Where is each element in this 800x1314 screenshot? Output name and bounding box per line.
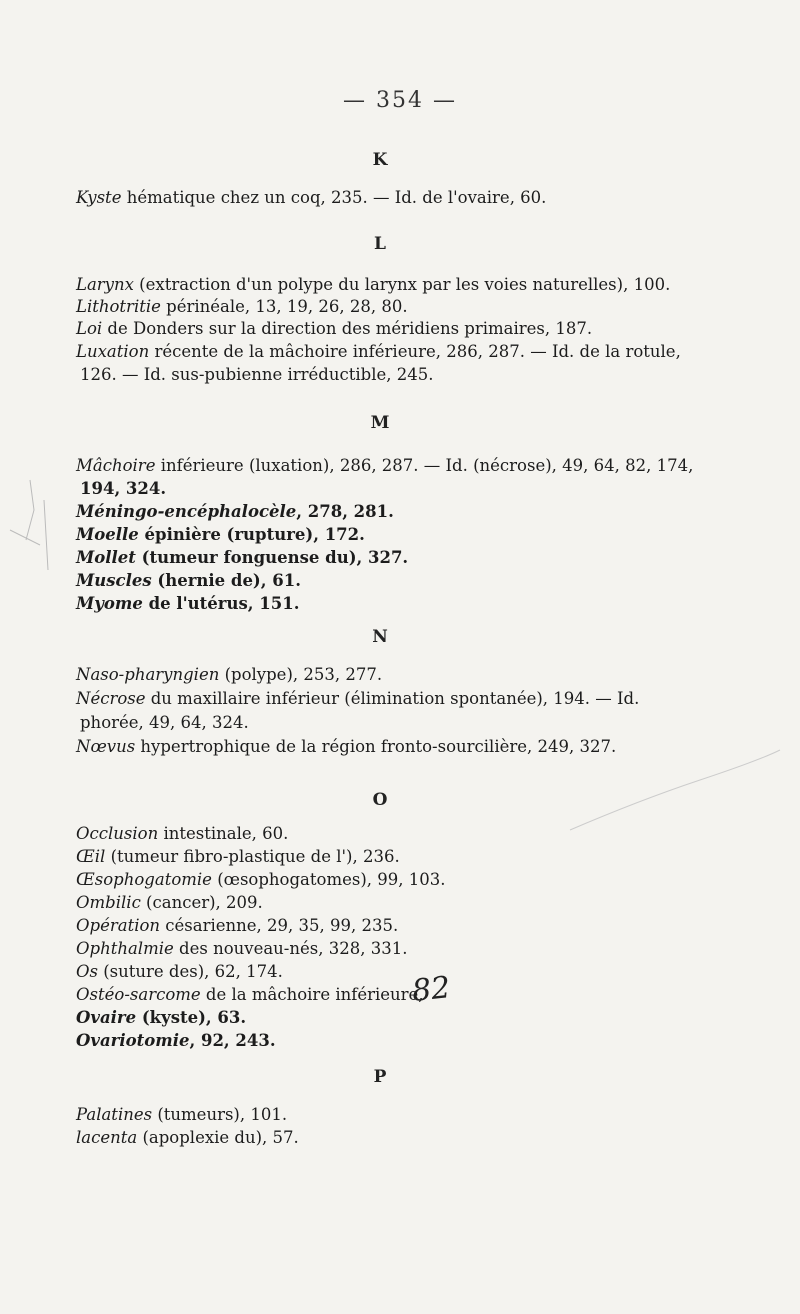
entry-text: hématique chez un coq, 235. — Id. de l'ovaire, 60. [121, 188, 547, 207]
index-entry [76, 501, 716, 523]
entry-text: (apoplexie du), 57. [137, 1128, 299, 1147]
index-entry [76, 341, 716, 363]
entry-term: Os [76, 962, 98, 981]
index-entry [76, 869, 716, 891]
page-number: — 354 — [343, 88, 457, 113]
entry-term: Naso-pharyngien [76, 665, 220, 684]
entry-text: hypertrophique de la région fronto-sourcilière, 249, 327. [135, 737, 617, 756]
entry-term: Muscles [76, 571, 152, 590]
index-entry [76, 274, 716, 296]
section-letter-n: N [372, 627, 388, 647]
entry-term: Mâchoire [76, 456, 156, 475]
entry-continuation: 126. — Id. sus-pubienne irréductible, 245. [80, 365, 434, 384]
index-entry [76, 664, 716, 686]
entry-term: Myome [76, 594, 143, 613]
index-entry [76, 455, 716, 477]
entry-text: de Donders sur la direction des méridiens primaires, 187. [102, 319, 593, 338]
entry-text: (hernie de), 61. [151, 571, 301, 590]
entry-term: Occlusion [76, 824, 159, 843]
index-entry [76, 296, 716, 318]
index-entry [76, 961, 716, 983]
entry-term: Palatines [76, 1105, 153, 1124]
entry-term: Ovaire [76, 1008, 137, 1027]
section-letter-p: P [373, 1067, 387, 1087]
index-entry [76, 688, 716, 710]
entry-term: Nécrose [76, 689, 146, 708]
index-entry [76, 1007, 716, 1029]
entry-term: Œsophogatomie [76, 870, 212, 889]
entry-term: Opération [76, 916, 161, 935]
entry-term: Ophthalmie [76, 939, 174, 958]
section-letter-o: O [372, 790, 388, 810]
entry-term: Ostéo-sarcome [76, 985, 201, 1004]
paper-stain-mark [0, 470, 80, 590]
entry-text: périnéale, 13, 19, 26, 28, 80. [160, 297, 408, 316]
entry-text: (tumeurs), 101. [152, 1105, 288, 1124]
entry-text: , 278, 281. [296, 502, 394, 521]
index-entry [76, 938, 716, 960]
entry-text: (œsophogatomes), 99, 103. [211, 870, 446, 889]
entry-term: Kyste [76, 188, 122, 207]
entry-text: épinière (rupture), 172. [138, 525, 365, 544]
entry-text: intestinale, 60. [158, 824, 289, 843]
index-entry [76, 1030, 716, 1052]
index-entry [76, 1104, 716, 1126]
entry-term: Œil [76, 847, 106, 866]
entry-text: de la mâchoire inférieure, [200, 985, 424, 1004]
entry-text: , 92, 243. [189, 1031, 276, 1050]
index-entry [76, 1127, 716, 1149]
entry-text: des nouveau-nés, 328, 331. [173, 939, 408, 958]
entry-term: Ovariotomie [76, 1031, 190, 1050]
paper-crease-mark [560, 740, 790, 840]
index-entry [76, 984, 716, 1006]
entry-text: (cancer), 209. [140, 893, 263, 912]
entry-text: du maxillaire inférieur (élimination spontanée), 194. — Id. [145, 689, 640, 708]
index-entry [76, 570, 716, 592]
entry-term: Ombilic [76, 893, 141, 912]
entry-text: (tumeur fonguense du), 327. [135, 548, 409, 567]
entry-text: (tumeur fibro-plastique de l'), 236. [105, 847, 400, 866]
index-entry [76, 547, 716, 569]
index-entry [76, 187, 716, 209]
index-entry [76, 915, 716, 937]
entry-term: Luxation [76, 342, 150, 361]
entry-term: Larynx [76, 275, 134, 294]
entry-continuation: phorée, 49, 64, 324. [80, 713, 249, 732]
entry-text: (suture des), 62, 174. [98, 962, 283, 981]
entry-text: récente de la mâchoire inférieure, 286, 287. — Id. de la rotule, [149, 342, 681, 361]
index-entry [76, 892, 716, 914]
entry-term: Loi [76, 319, 103, 338]
section-letter-k: K [372, 150, 388, 170]
index-entry [76, 846, 716, 868]
entry-text: inférieure (luxation), 286, 287. — Id. (nécrose), 49, 64, 82, 174, [155, 456, 694, 475]
index-entry [76, 593, 716, 615]
index-entry [76, 318, 716, 340]
handwritten-note: 82 [410, 970, 452, 1009]
index-entry [76, 524, 716, 546]
entry-text: de l'utérus, 151. [142, 594, 300, 613]
entry-term: Mollet [76, 548, 136, 567]
entry-text: césarienne, 29, 35, 99, 235. [160, 916, 399, 935]
entry-term: Lithotritie [76, 297, 161, 316]
entry-term: Nœvus [76, 737, 136, 756]
section-letter-m: M [370, 413, 390, 433]
entry-term: Méningo-encéphalocèle [76, 502, 297, 521]
entry-continuation: 194, 324. [80, 479, 167, 498]
entry-term: Moelle [76, 525, 139, 544]
entry-text: (polype), 253, 277. [219, 665, 383, 684]
entry-text: (kyste), 63. [136, 1008, 247, 1027]
section-letter-l: L [374, 234, 386, 254]
entry-text: (extraction d'un polype du larynx par les voies naturelles), 100. [133, 275, 671, 294]
entry-term: lacenta [76, 1128, 138, 1147]
